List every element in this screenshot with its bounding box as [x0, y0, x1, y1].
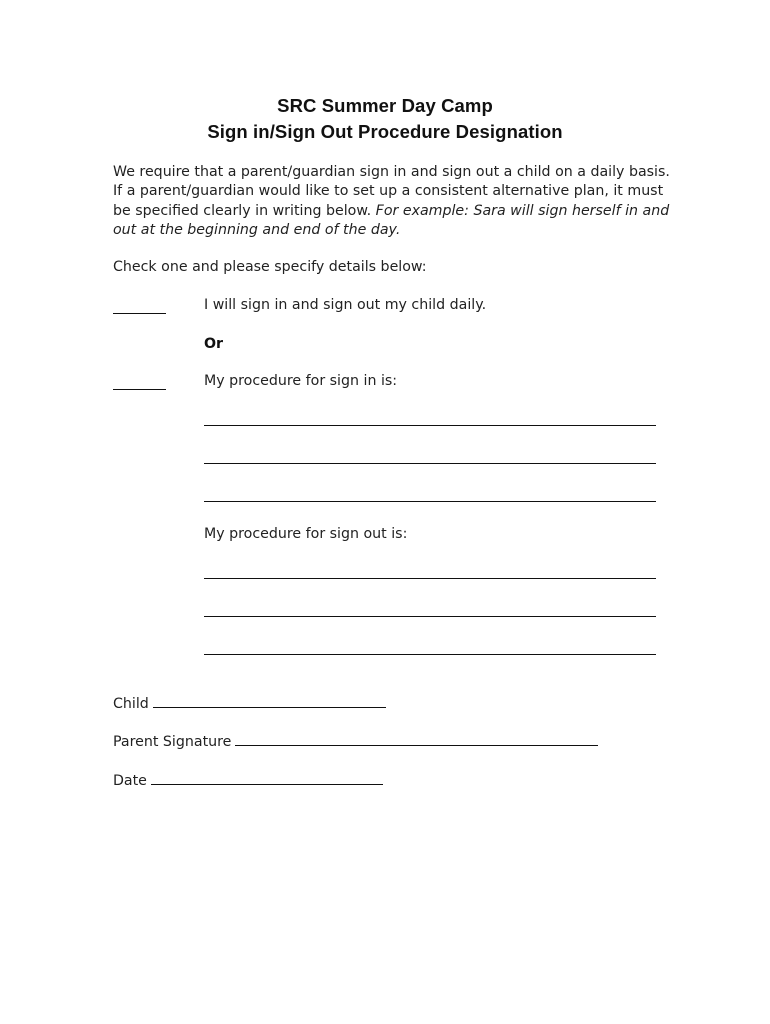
intro-example: For example: Sara will sign herself in and out at the beginning and end of the day.	[113, 202, 670, 238]
option-daily-label: I will sign in and sign out my child daily.	[204, 297, 487, 313]
child-field	[113, 696, 386, 712]
signout-procedure-line-2[interactable]	[204, 616, 656, 617]
date-input-line[interactable]	[151, 784, 383, 785]
option-daily-checkbox-line[interactable]	[113, 313, 166, 314]
parent-signature-input-line[interactable]	[235, 745, 598, 746]
signout-procedure-label: My procedure for sign out is:	[204, 526, 408, 542]
option-procedure-checkbox-line[interactable]	[113, 389, 166, 390]
date-field	[113, 773, 383, 789]
signout-procedure-line-3[interactable]	[204, 654, 656, 655]
signin-procedure-line-3[interactable]	[204, 501, 656, 502]
child-input-line[interactable]	[153, 707, 386, 708]
or-separator: Or	[204, 336, 224, 352]
signin-procedure-line-2[interactable]	[204, 463, 656, 464]
intro-text: We require that a parent/guardian sign in and sign out a child on a daily basis. If a parent/guardian would like to set up a consistent alternative plan, it must be specified clearly in writing below.	[113, 164, 670, 219]
date-label: Date	[113, 773, 147, 789]
child-label: Child	[113, 696, 149, 712]
form-title: SRC Summer Day Camp	[277, 95, 493, 116]
intro-paragraph	[113, 163, 673, 240]
signin-procedure-line-1[interactable]	[204, 425, 656, 426]
signout-procedure-line-1[interactable]	[204, 578, 656, 579]
form-subtitle: Sign in/Sign Out Procedure Designation	[207, 121, 563, 142]
parent-signature-field	[113, 734, 598, 750]
instruction-text: Check one and please specify details below:	[113, 259, 427, 275]
signin-procedure-label: My procedure for sign in is:	[204, 373, 398, 389]
parent-signature-label: Parent Signature	[113, 734, 232, 750]
